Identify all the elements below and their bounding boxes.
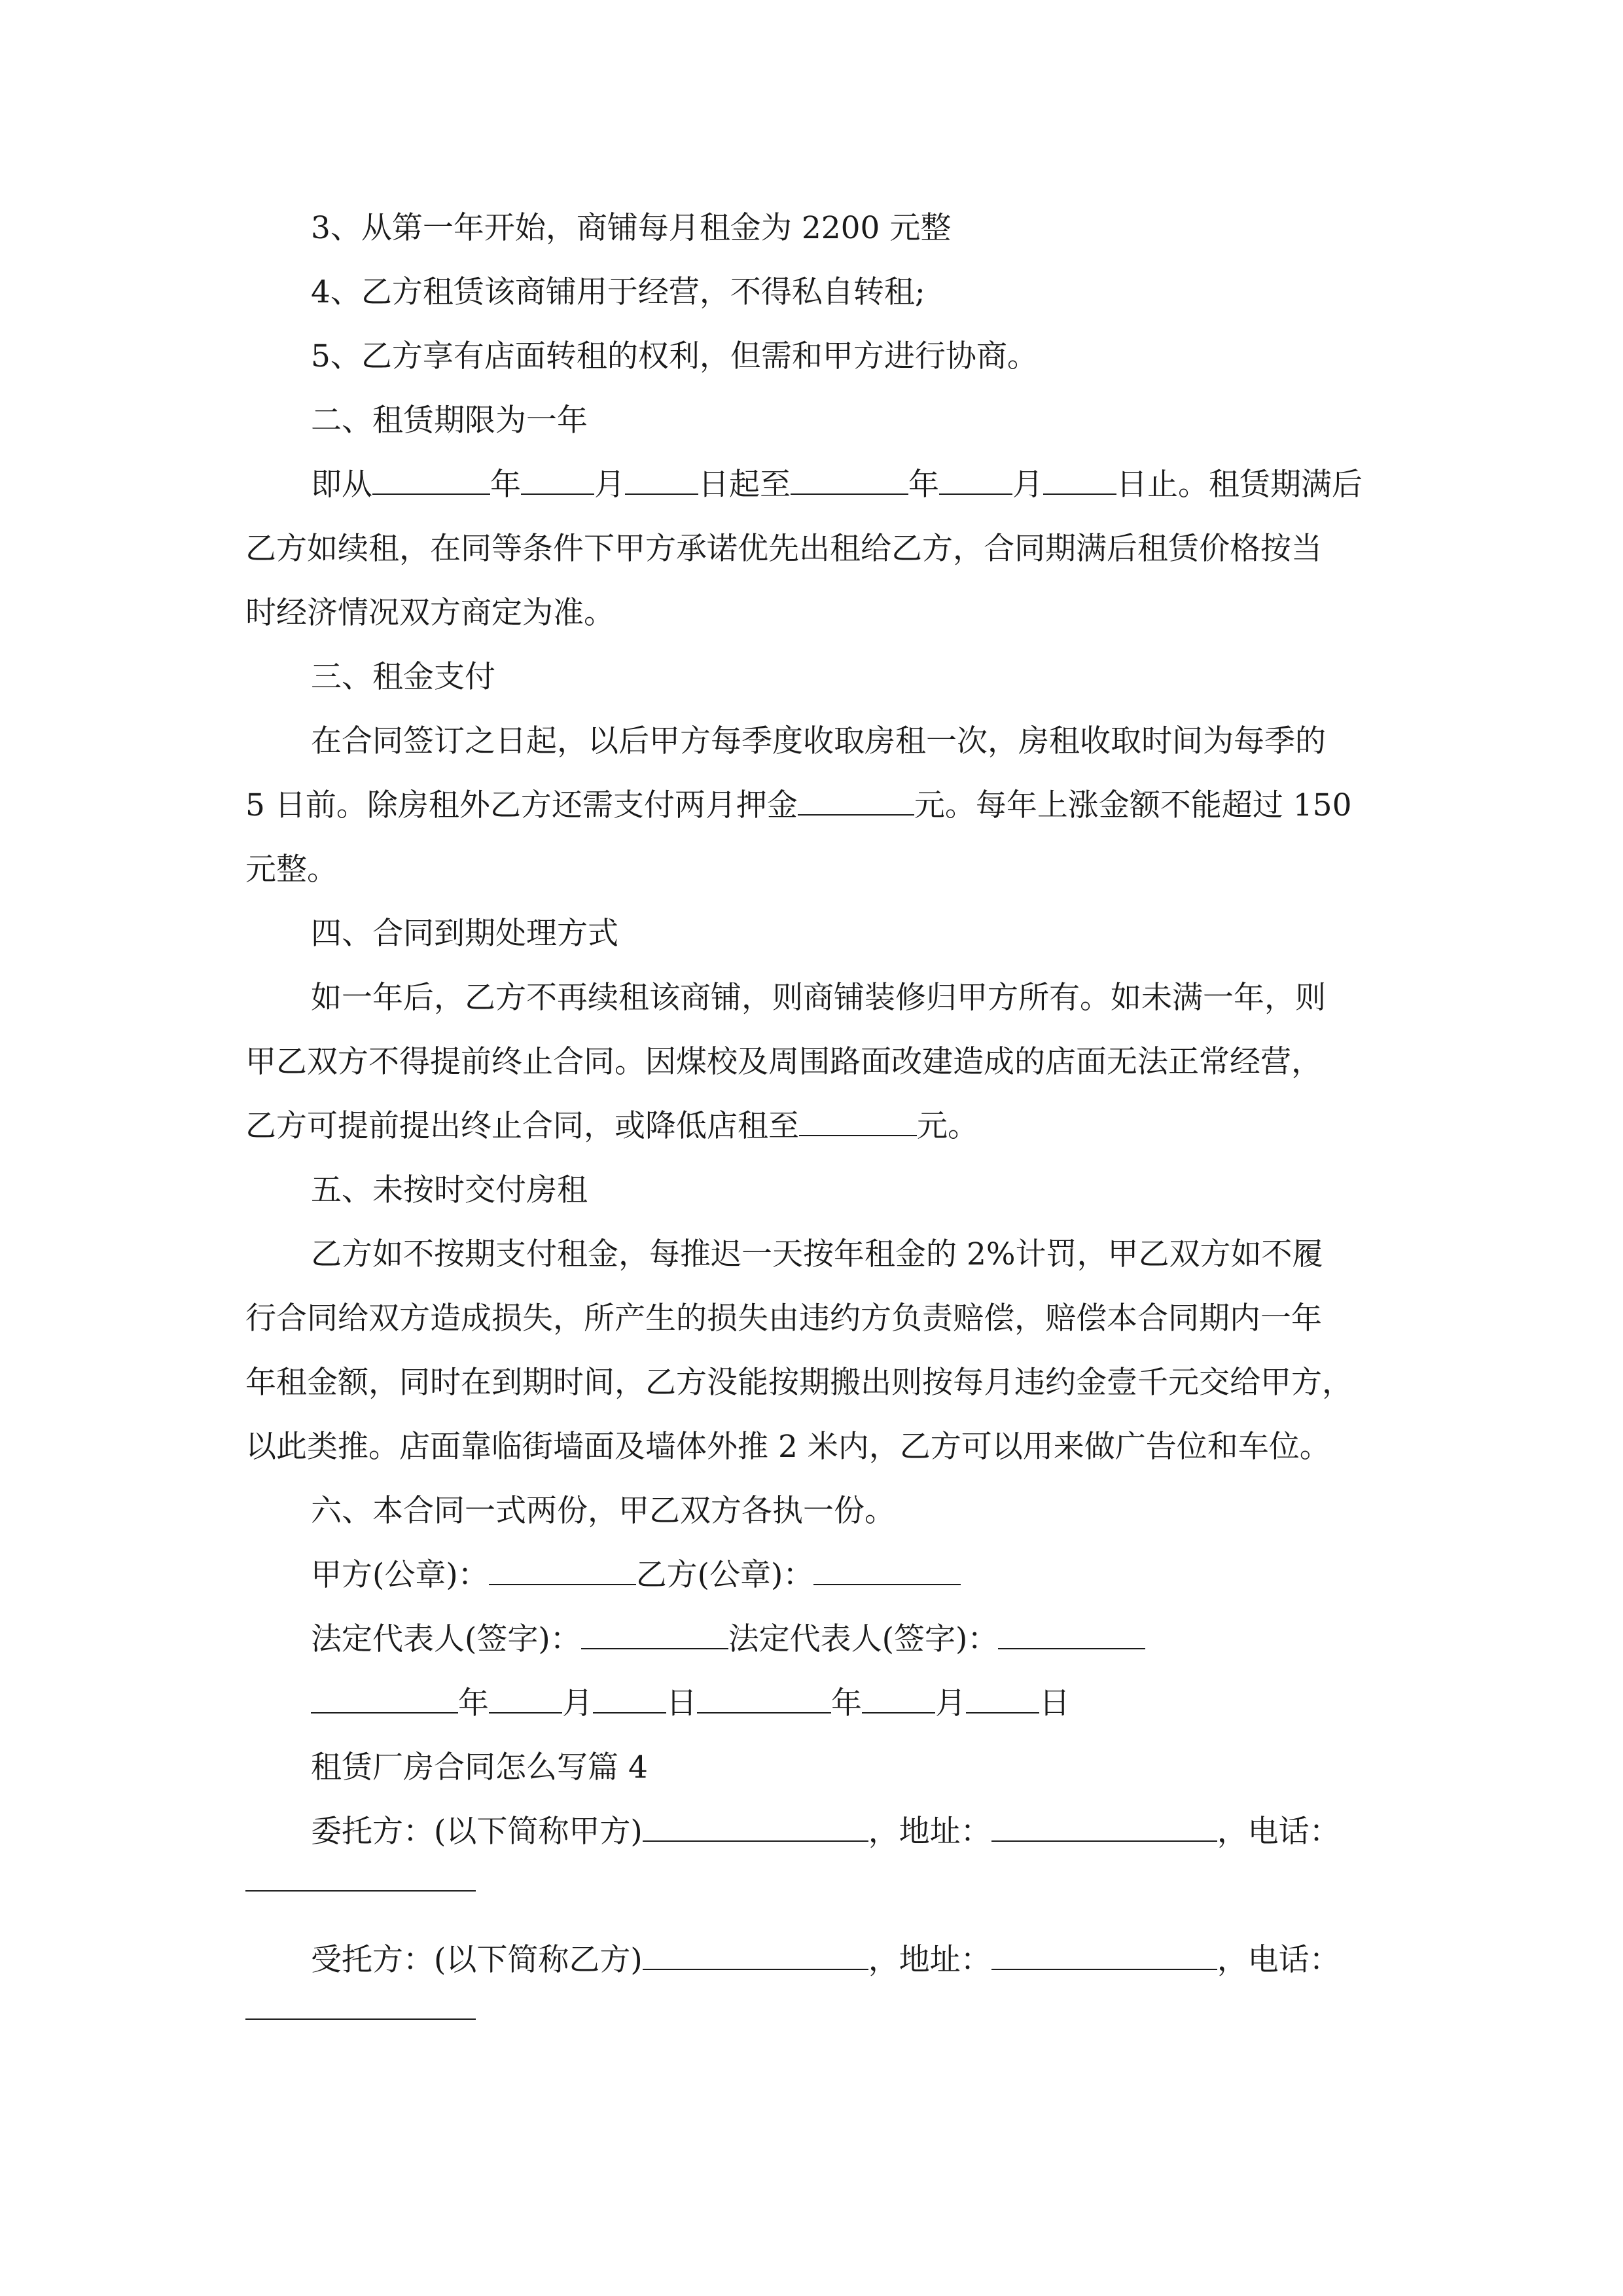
section-2-line-1 <box>245 453 1397 517</box>
paragraph-text: 以此类推。店面靠临街墙面及墙体外推 2 米内，乙方可以用来做广告位和车位。 <box>245 1429 1330 1465</box>
title-text: 租赁厂房合同怎么写篇 4 <box>311 1749 648 1785</box>
agent-line <box>245 1928 1397 1992</box>
section-2-line-2 <box>245 517 1397 581</box>
paragraph-text: 年租金额，同时在到期时间，乙方没能按期搬出则按每月违约金壹千元交给甲方， <box>245 1365 1353 1401</box>
text: ，电话： <box>1217 1942 1340 1978</box>
section-3-heading <box>245 645 1397 709</box>
paragraph-text: 时经济情况双方商定为准。 <box>245 595 615 631</box>
section-5-heading <box>245 1158 1397 1223</box>
section-5-line-1 <box>245 1223 1397 1287</box>
text: ，地址： <box>868 1942 991 1978</box>
end-day-blank <box>1043 453 1116 495</box>
heading-text: 五、未按时交付房租 <box>311 1172 588 1208</box>
signature-line <box>245 1607 1397 1672</box>
client-phone-blank <box>245 1864 1397 1928</box>
party-b-rep-blank <box>998 1607 1145 1649</box>
section-5-line-3 <box>245 1351 1397 1415</box>
end-year-blank <box>791 453 908 495</box>
party-b-seal-blank <box>813 1543 961 1585</box>
heading-text: 四、合同到期处理方式 <box>311 916 618 952</box>
paragraph-text: 在合同签订之日起，以后甲方每季度收取房租一次，房租收取时间为每季的 <box>311 723 1326 759</box>
text: 甲方(公章)： <box>311 1557 489 1593</box>
party-b-year-blank <box>697 1672 831 1713</box>
text: 年 <box>831 1685 862 1721</box>
party-b-month-blank <box>862 1672 935 1713</box>
agent-address-blank <box>991 1928 1217 1970</box>
agent-phone-blank <box>245 1992 1397 2056</box>
section-3-line-3 <box>245 838 1397 902</box>
start-month-blank <box>521 453 594 495</box>
blank-rule <box>245 2018 476 2020</box>
clause-3 <box>245 196 1397 260</box>
party-b-day-blank <box>966 1672 1039 1713</box>
start-day-blank <box>625 453 698 495</box>
party-a-year-blank <box>311 1672 458 1713</box>
party-a-seal-blank <box>489 1543 636 1585</box>
section-4-line-2 <box>245 1030 1397 1094</box>
date-line <box>245 1672 1397 1736</box>
text: 元。每年上涨金额不能超过 150 <box>914 787 1352 823</box>
heading-text: 六、本合同一式两份，甲乙双方各执一份。 <box>311 1493 895 1529</box>
section-4-line-3 <box>245 1094 1397 1158</box>
reduced-rent-blank <box>799 1094 917 1136</box>
deposit-blank <box>798 774 914 816</box>
paragraph-text: 乙方如续租，在同等条件下甲方承诺优先出租给乙方，合同期满后租赁价格按当 <box>245 531 1322 567</box>
text: 法定代表人(签字)： <box>728 1621 999 1657</box>
party-a-rep-blank <box>581 1607 728 1649</box>
heading-text: 三、租金支付 <box>311 659 495 695</box>
party-a-day-blank <box>593 1672 666 1713</box>
text: 年 <box>908 467 939 503</box>
paragraph-text: 如一年后，乙方不再续租该商铺，则商铺装修归甲方所有。如未满一年，则 <box>311 980 1326 1016</box>
paragraph-text: 元整。 <box>245 852 338 888</box>
text: 5 日前。除房租外乙方还需支付两月押金 <box>245 787 798 823</box>
text: 乙方可提前提出终止合同，或降低店租至 <box>245 1108 799 1144</box>
text: 受托方：(以下简称乙方) <box>311 1942 643 1978</box>
paragraph-text: 行合同给双方造成损失，所产生的损失由违约方负责赔偿，赔偿本合同期内一年 <box>245 1300 1322 1336</box>
section-2-line-3 <box>245 581 1397 645</box>
client-line <box>245 1800 1397 1864</box>
text: 月 <box>1012 467 1043 503</box>
text: ，地址： <box>868 1814 991 1850</box>
section-4-line-1 <box>245 966 1397 1030</box>
clause-text: 3、从第一年开始，商铺每月租金为 2200 元整 <box>311 210 952 246</box>
clause-5 <box>245 325 1397 389</box>
document-body <box>245 196 1397 2056</box>
clause-4 <box>245 260 1397 325</box>
text: 日起至 <box>698 467 791 503</box>
seal-line <box>245 1543 1397 1607</box>
clause-text: 4、乙方租赁该商铺用于经营，不得私自转租; <box>311 274 925 310</box>
text: 日 <box>1039 1685 1070 1721</box>
section-3-line-2 <box>245 774 1397 838</box>
text: 元。 <box>917 1108 978 1144</box>
blank-rule <box>245 1890 476 1892</box>
text: 年 <box>490 467 521 503</box>
text: 月 <box>594 467 625 503</box>
text: 乙方(公章)： <box>635 1557 814 1593</box>
paragraph-text: 甲乙双方不得提前终止合同。因煤校及周围路面改建造成的店面无法正常经营， <box>245 1044 1322 1080</box>
section-6-heading <box>245 1479 1397 1543</box>
section-2-heading <box>245 389 1397 453</box>
text: ，电话： <box>1217 1814 1340 1850</box>
text: 委托方：(以下简称甲方) <box>311 1814 643 1850</box>
section-3-line-1 <box>245 709 1397 774</box>
heading-text: 二、租赁期限为一年 <box>311 403 588 439</box>
party-a-month-blank <box>489 1672 562 1713</box>
text: 日止。租赁期满后 <box>1116 467 1363 503</box>
section-5-line-4 <box>245 1415 1397 1479</box>
section-4-heading <box>245 902 1397 966</box>
text: 月 <box>562 1685 593 1721</box>
text: 年 <box>458 1685 489 1721</box>
article-title <box>245 1736 1397 1800</box>
text: 即从 <box>311 467 372 503</box>
text: 日 <box>666 1685 697 1721</box>
text: 法定代表人(签字)： <box>311 1621 581 1657</box>
paragraph-text: 乙方如不按期支付租金，每推迟一天按年租金的 2%计罚，甲乙双方如不履 <box>311 1236 1323 1272</box>
clause-text: 5、乙方享有店面转租的权利，但需和甲方进行协商。 <box>311 338 1038 374</box>
start-year-blank <box>372 453 490 495</box>
agent-name-blank <box>643 1928 868 1970</box>
end-month-blank <box>939 453 1012 495</box>
text: 月 <box>935 1685 966 1721</box>
client-address-blank <box>991 1800 1217 1842</box>
section-5-line-2 <box>245 1287 1397 1351</box>
client-name-blank <box>643 1800 868 1842</box>
